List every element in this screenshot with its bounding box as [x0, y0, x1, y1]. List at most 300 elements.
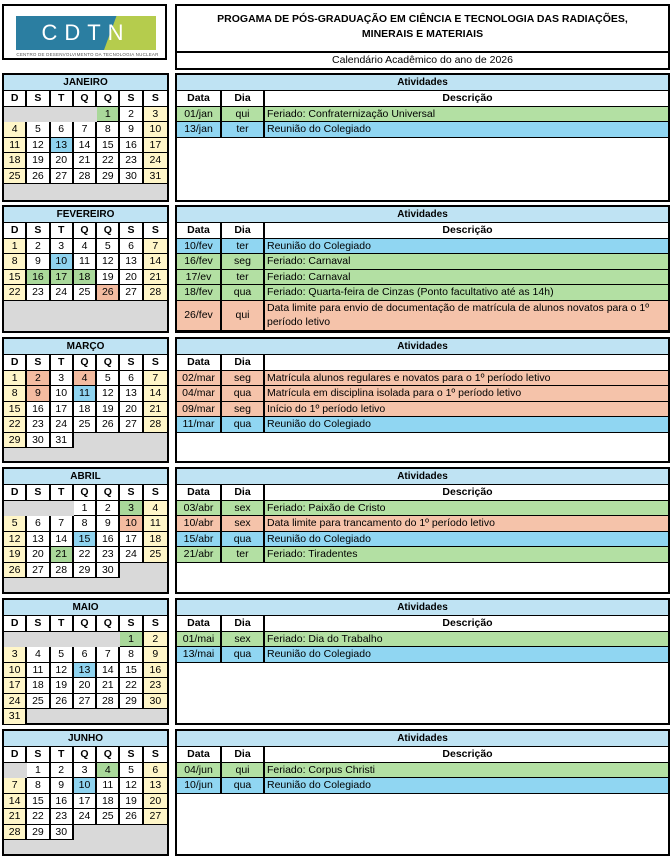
activities-title: Atividades [177, 207, 668, 223]
weekday-header: S [120, 91, 143, 107]
calendar-day: 1 [4, 239, 27, 255]
calendar-day: 9 [120, 122, 143, 138]
activity-weekday: sex [222, 516, 265, 531]
calendar-day: 16 [51, 794, 74, 810]
activity-row [177, 270, 668, 286]
calendar-day: 3 [120, 501, 143, 517]
calendar-day: 16 [144, 663, 167, 679]
calendar-day: 10 [144, 122, 167, 138]
column-header-descricao: Descrição [442, 617, 493, 629]
calendar-day: 19 [51, 678, 74, 694]
calendar-day: 13 [74, 663, 97, 679]
weekday-header: T [51, 485, 74, 501]
activity-weekday: qui [222, 107, 265, 122]
page-subtitle: Calendário Acadêmico do ano de 2026 [177, 51, 668, 68]
calendar-day: 7 [144, 371, 167, 387]
calendar-day: 15 [120, 663, 143, 679]
column-header-dia: Dia [222, 355, 265, 370]
column-header-data: Data [177, 485, 222, 500]
calendar-day: 1 [4, 371, 27, 387]
activity-row [177, 763, 668, 779]
activity-weekday: sex [222, 501, 265, 516]
calendar-day: 5 [51, 647, 74, 663]
month-title: FEVEREIRO [4, 207, 167, 223]
calendar-day: 21 [144, 270, 167, 286]
calendar-day: 5 [120, 763, 143, 779]
calendar-day: 9 [97, 516, 120, 532]
calendar-day: 6 [144, 763, 167, 779]
activity-date: 09/mar [177, 402, 222, 417]
weekday-header: S [144, 747, 167, 763]
empty-cell [27, 107, 50, 123]
weekday-header: T [51, 91, 74, 107]
calendar-day: 27 [120, 417, 143, 433]
empty-cell [51, 107, 74, 123]
calendar-day: 18 [74, 270, 97, 286]
calendar-day: 5 [97, 371, 120, 387]
activity-description: Reunião do Colegiado [267, 779, 371, 791]
weekday-header: S [120, 485, 143, 501]
activities-header-row [177, 616, 668, 632]
activity-row [177, 107, 668, 123]
calendar-day: 24 [51, 417, 74, 433]
calendar-day: 3 [4, 647, 27, 663]
logo-banner [16, 16, 156, 50]
column-header-data: Data [177, 91, 222, 106]
activity-row [177, 371, 668, 387]
month-title: JUNHO [4, 731, 167, 747]
calendar-day: 15 [74, 532, 97, 548]
calendar-day: 5 [97, 239, 120, 255]
calendar-day: 28 [97, 694, 120, 710]
calendar-day: 30 [27, 433, 50, 449]
calendar-day: 27 [27, 563, 50, 579]
weekday-header: D [4, 616, 27, 632]
weekday-header: T [51, 223, 74, 239]
weekday-header: T [51, 747, 74, 763]
empty-cell [4, 501, 27, 517]
activity-date: 17/ev [177, 270, 222, 285]
calendar-day: 23 [51, 809, 74, 825]
weekday-header: Q [97, 355, 120, 371]
column-header-dia: Dia [222, 485, 265, 500]
activity-weekday: seg [222, 402, 265, 417]
activities-title: Atividades [177, 600, 668, 616]
calendar-month [2, 337, 169, 463]
calendar-day: 21 [144, 402, 167, 418]
calendar-grid [4, 747, 167, 840]
weekday-header: Q [74, 485, 97, 501]
activity-date: 04/jun [177, 763, 222, 778]
weekday-header: S [27, 616, 50, 632]
activity-weekday: qui [222, 301, 265, 330]
weekday-header: S [27, 223, 50, 239]
calendar-day: 4 [4, 122, 27, 138]
calendar-day: 3 [74, 763, 97, 779]
calendar-day: 20 [51, 153, 74, 169]
activity-date: 21/abr [177, 547, 222, 562]
document-header [175, 4, 670, 70]
activity-row [177, 301, 668, 331]
empty-cell [74, 632, 97, 648]
column-header-descricao [265, 355, 668, 370]
calendar-day: 30 [120, 169, 143, 185]
activity-weekday: qua [222, 285, 265, 300]
calendar-month [2, 598, 169, 725]
empty-cell [51, 632, 74, 648]
activity-date: 03/abr [177, 501, 222, 516]
calendar-day: 11 [4, 138, 27, 154]
calendar-day: 18 [144, 532, 167, 548]
weekday-header: S [120, 355, 143, 371]
activity-weekday: qua [222, 647, 265, 662]
calendar-day: 1 [97, 107, 120, 123]
calendar-day: 20 [120, 270, 143, 286]
calendar-day: 17 [74, 794, 97, 810]
activity-date: 13/jan [177, 122, 222, 137]
calendar-day: 27 [144, 809, 167, 825]
weekday-header: S [120, 616, 143, 632]
activity-row [177, 402, 668, 418]
activities-title: Atividades [177, 731, 668, 747]
calendar-day: 24 [74, 809, 97, 825]
calendar-day: 8 [4, 386, 27, 402]
calendar-day: 12 [97, 386, 120, 402]
calendar-day: 20 [120, 402, 143, 418]
empty-cell [97, 632, 120, 648]
activity-weekday: qua [222, 386, 265, 401]
activity-weekday: qui [222, 763, 265, 778]
weekday-header: Q [97, 747, 120, 763]
calendar-day: 13 [51, 138, 74, 154]
calendar-day: 13 [27, 532, 50, 548]
calendar-day: 13 [120, 254, 143, 270]
activity-row [177, 285, 668, 301]
calendar-day: 4 [27, 647, 50, 663]
activity-date: 11/mar [177, 417, 222, 432]
calendar-day: 16 [27, 270, 50, 286]
activity-weekday: seg [222, 254, 265, 269]
activity-description: Data limite para envio de documentação de matrícula de alunos novatos para o 1º período letivo [267, 301, 650, 328]
calendar-day: 30 [97, 563, 120, 579]
activity-row [177, 547, 668, 563]
calendar-day: 21 [4, 809, 27, 825]
activity-row [177, 532, 668, 548]
activity-date: 04/mar [177, 386, 222, 401]
activities-title: Atividades [177, 75, 668, 91]
calendar-day: 26 [27, 169, 50, 185]
activity-weekday: ter [222, 547, 265, 562]
calendar-day: 26 [97, 417, 120, 433]
column-header-descricao: Descrição [442, 224, 493, 236]
empty-cell [4, 632, 27, 648]
calendar-day: 7 [4, 778, 27, 794]
calendar-day: 2 [144, 632, 167, 648]
calendar-day: 14 [144, 254, 167, 270]
activity-date: 15/abr [177, 532, 222, 547]
calendar-day: 17 [51, 402, 74, 418]
calendar-day: 5 [27, 122, 50, 138]
month-title: JANEIRO [4, 75, 167, 91]
activity-date: 26/fev [177, 301, 222, 330]
column-header-descricao: Descrição [442, 92, 493, 104]
calendar-day: 4 [74, 371, 97, 387]
calendar-day: 22 [97, 153, 120, 169]
activities-table [175, 205, 670, 333]
calendar-day: 18 [4, 153, 27, 169]
calendar-day: 9 [27, 386, 50, 402]
activity-weekday: ter [222, 239, 265, 254]
activity-description: Feriado: Tiradentes [267, 548, 358, 560]
calendar-day: 22 [27, 809, 50, 825]
calendar-day: 10 [120, 516, 143, 532]
calendar-day: 5 [4, 516, 27, 532]
activity-description: Feriado: Carnaval [267, 255, 351, 267]
activity-weekday: ter [222, 122, 265, 137]
calendar-day: 17 [144, 138, 167, 154]
activities-header-row [177, 223, 668, 239]
calendar-day: 3 [51, 371, 74, 387]
weekday-header: S [27, 355, 50, 371]
calendar-day: 24 [4, 694, 27, 710]
calendar-grid [4, 355, 167, 448]
activities-table [175, 729, 670, 856]
weekday-header: S [144, 616, 167, 632]
weekday-header: S [144, 355, 167, 371]
calendar-day: 14 [74, 138, 97, 154]
activity-row [177, 516, 668, 532]
calendar-day: 7 [97, 647, 120, 663]
calendar-day: 24 [51, 285, 74, 301]
activity-description: Feriado: Quarta-feira de Cinzas (Ponto facultativo até as 14h) [267, 286, 554, 298]
activity-weekday: qua [222, 532, 265, 547]
activity-weekday: qua [222, 778, 265, 793]
calendar-day: 25 [144, 547, 167, 563]
calendar-day: 2 [27, 239, 50, 255]
activity-row [177, 254, 668, 270]
calendar-day: 8 [27, 778, 50, 794]
calendar-day: 25 [74, 285, 97, 301]
calendar-day: 27 [74, 694, 97, 710]
column-header-dia: Dia [222, 91, 265, 106]
calendar-day: 19 [97, 270, 120, 286]
activity-description: Feriado: Dia do Trabalho [267, 632, 383, 645]
calendar-day: 3 [51, 239, 74, 255]
calendar-day: 22 [120, 678, 143, 694]
calendar-day: 2 [97, 501, 120, 517]
calendar-day: 19 [27, 153, 50, 169]
calendar-month [2, 73, 169, 202]
calendar-day: 8 [4, 254, 27, 270]
activity-date: 13/mai [177, 647, 222, 662]
activity-weekday: ter [222, 270, 265, 285]
calendar-day: 28 [4, 825, 27, 841]
calendar-day: 22 [74, 547, 97, 563]
calendar-day: 28 [74, 169, 97, 185]
calendar-day: 22 [4, 285, 27, 301]
activity-row [177, 501, 668, 517]
weekday-header: D [4, 747, 27, 763]
calendar-day: 6 [51, 122, 74, 138]
column-header-dia: Dia [222, 747, 265, 762]
activities-header-row [177, 485, 668, 501]
activities-table [175, 73, 670, 202]
column-header-data: Data [177, 616, 222, 631]
calendar-day: 6 [74, 647, 97, 663]
calendar-day: 7 [144, 239, 167, 255]
calendar-day: 20 [27, 547, 50, 563]
calendar-day: 23 [27, 417, 50, 433]
activity-date: 10/jun [177, 778, 222, 793]
activity-description: Feriado: Paixão de Cristo [267, 501, 386, 514]
weekday-header: Q [74, 223, 97, 239]
calendar-day: 6 [120, 371, 143, 387]
calendar-day: 11 [97, 778, 120, 794]
calendar-day: 13 [120, 386, 143, 402]
activity-description: Reunião do Colegiado [267, 239, 371, 252]
calendar-day: 2 [51, 763, 74, 779]
calendar-day: 8 [74, 516, 97, 532]
calendar-day: 28 [144, 285, 167, 301]
calendar-day: 19 [4, 547, 27, 563]
empty-cell [4, 107, 27, 123]
weekday-header: S [27, 747, 50, 763]
activity-row [177, 239, 668, 255]
activities-table [175, 467, 670, 594]
calendar-day: 12 [120, 778, 143, 794]
activities-title: Atividades [177, 469, 668, 485]
calendar-day: 3 [144, 107, 167, 123]
calendar-day: 21 [97, 678, 120, 694]
calendar-day: 14 [51, 532, 74, 548]
calendar-day: 11 [74, 254, 97, 270]
calendar-day: 15 [27, 794, 50, 810]
weekday-header: Q [74, 355, 97, 371]
weekday-header: D [4, 355, 27, 371]
calendar-day: 23 [120, 153, 143, 169]
activity-description: Feriado: Confraternização Universal [267, 107, 436, 120]
calendar-day: 13 [144, 778, 167, 794]
calendar-day: 26 [120, 809, 143, 825]
activities-header-row [177, 355, 668, 371]
calendar-day: 1 [74, 501, 97, 517]
calendar-day: 14 [4, 794, 27, 810]
calendar-day: 31 [51, 433, 74, 449]
activities-table [175, 598, 670, 725]
calendar-day: 12 [4, 532, 27, 548]
calendar-day: 29 [97, 169, 120, 185]
weekday-header: Q [97, 91, 120, 107]
calendar-day: 18 [27, 678, 50, 694]
calendar-day: 25 [97, 809, 120, 825]
calendar-day: 14 [97, 663, 120, 679]
month-title: MAIO [4, 600, 167, 616]
calendar-day: 25 [4, 169, 27, 185]
activity-row [177, 632, 668, 648]
calendar-day: 23 [27, 285, 50, 301]
calendar-day: 21 [51, 547, 74, 563]
weekday-header: D [4, 223, 27, 239]
calendar-day: 19 [97, 402, 120, 418]
weekday-header: D [4, 91, 27, 107]
calendar-day: 4 [97, 763, 120, 779]
month-title: MARÇO [4, 339, 167, 355]
calendar-day: 17 [120, 532, 143, 548]
column-header-data: Data [177, 747, 222, 762]
activity-row [177, 778, 668, 794]
empty-cell [27, 632, 50, 648]
activity-weekday: qua [222, 417, 265, 432]
empty-cell [51, 501, 74, 517]
calendar-day: 10 [51, 254, 74, 270]
calendar-day: 6 [120, 239, 143, 255]
calendar-day: 25 [74, 417, 97, 433]
activity-row [177, 417, 668, 433]
month-title: ABRIL [4, 469, 167, 485]
logo-text: CDTN [41, 20, 131, 45]
calendar-day: 16 [27, 402, 50, 418]
calendar-day: 24 [144, 153, 167, 169]
calendar-day: 12 [51, 663, 74, 679]
calendar-day: 11 [144, 516, 167, 532]
activity-date: 01/mai [177, 632, 222, 647]
calendar-day: 17 [51, 270, 74, 286]
calendar-day: 7 [51, 516, 74, 532]
column-header-dia: Dia [222, 223, 265, 238]
calendar-day: 20 [74, 678, 97, 694]
calendar-day: 1 [27, 763, 50, 779]
weekday-header: Q [74, 747, 97, 763]
activities-title: Atividades [177, 339, 668, 355]
calendar-day: 8 [120, 647, 143, 663]
calendar-day: 15 [97, 138, 120, 154]
calendar-day: 30 [144, 694, 167, 710]
calendar-grid [4, 223, 167, 301]
calendar-day: 27 [51, 169, 74, 185]
calendar-day: 30 [51, 825, 74, 841]
weekday-header: S [144, 91, 167, 107]
calendar-day: 23 [97, 547, 120, 563]
cdtn-logo [2, 4, 167, 60]
activity-row [177, 122, 668, 138]
calendar-day: 23 [144, 678, 167, 694]
weekday-header: Q [74, 616, 97, 632]
activity-description: Matrícula em disciplina isolada para o 1º período letivo [267, 387, 522, 399]
calendar-grid [4, 616, 167, 725]
calendar-day: 21 [74, 153, 97, 169]
weekday-header: S [27, 485, 50, 501]
calendar-day: 7 [74, 122, 97, 138]
calendar-day: 27 [120, 285, 143, 301]
weekday-header: S [144, 223, 167, 239]
activity-weekday: sex [222, 632, 265, 647]
calendar-day: 16 [120, 138, 143, 154]
calendar-month [2, 467, 169, 594]
activities-header-row [177, 747, 668, 763]
calendar-day: 22 [4, 417, 27, 433]
calendar-day: 4 [74, 239, 97, 255]
calendar-grid [4, 91, 167, 184]
weekday-header: T [51, 616, 74, 632]
empty-cell [74, 107, 97, 123]
weekday-header: S [120, 747, 143, 763]
activity-date: 01/jan [177, 107, 222, 122]
calendar-month [2, 729, 169, 856]
weekday-header: Q [74, 91, 97, 107]
calendar-day: 11 [27, 663, 50, 679]
calendar-day: 1 [120, 632, 143, 648]
activities-table [175, 337, 670, 463]
